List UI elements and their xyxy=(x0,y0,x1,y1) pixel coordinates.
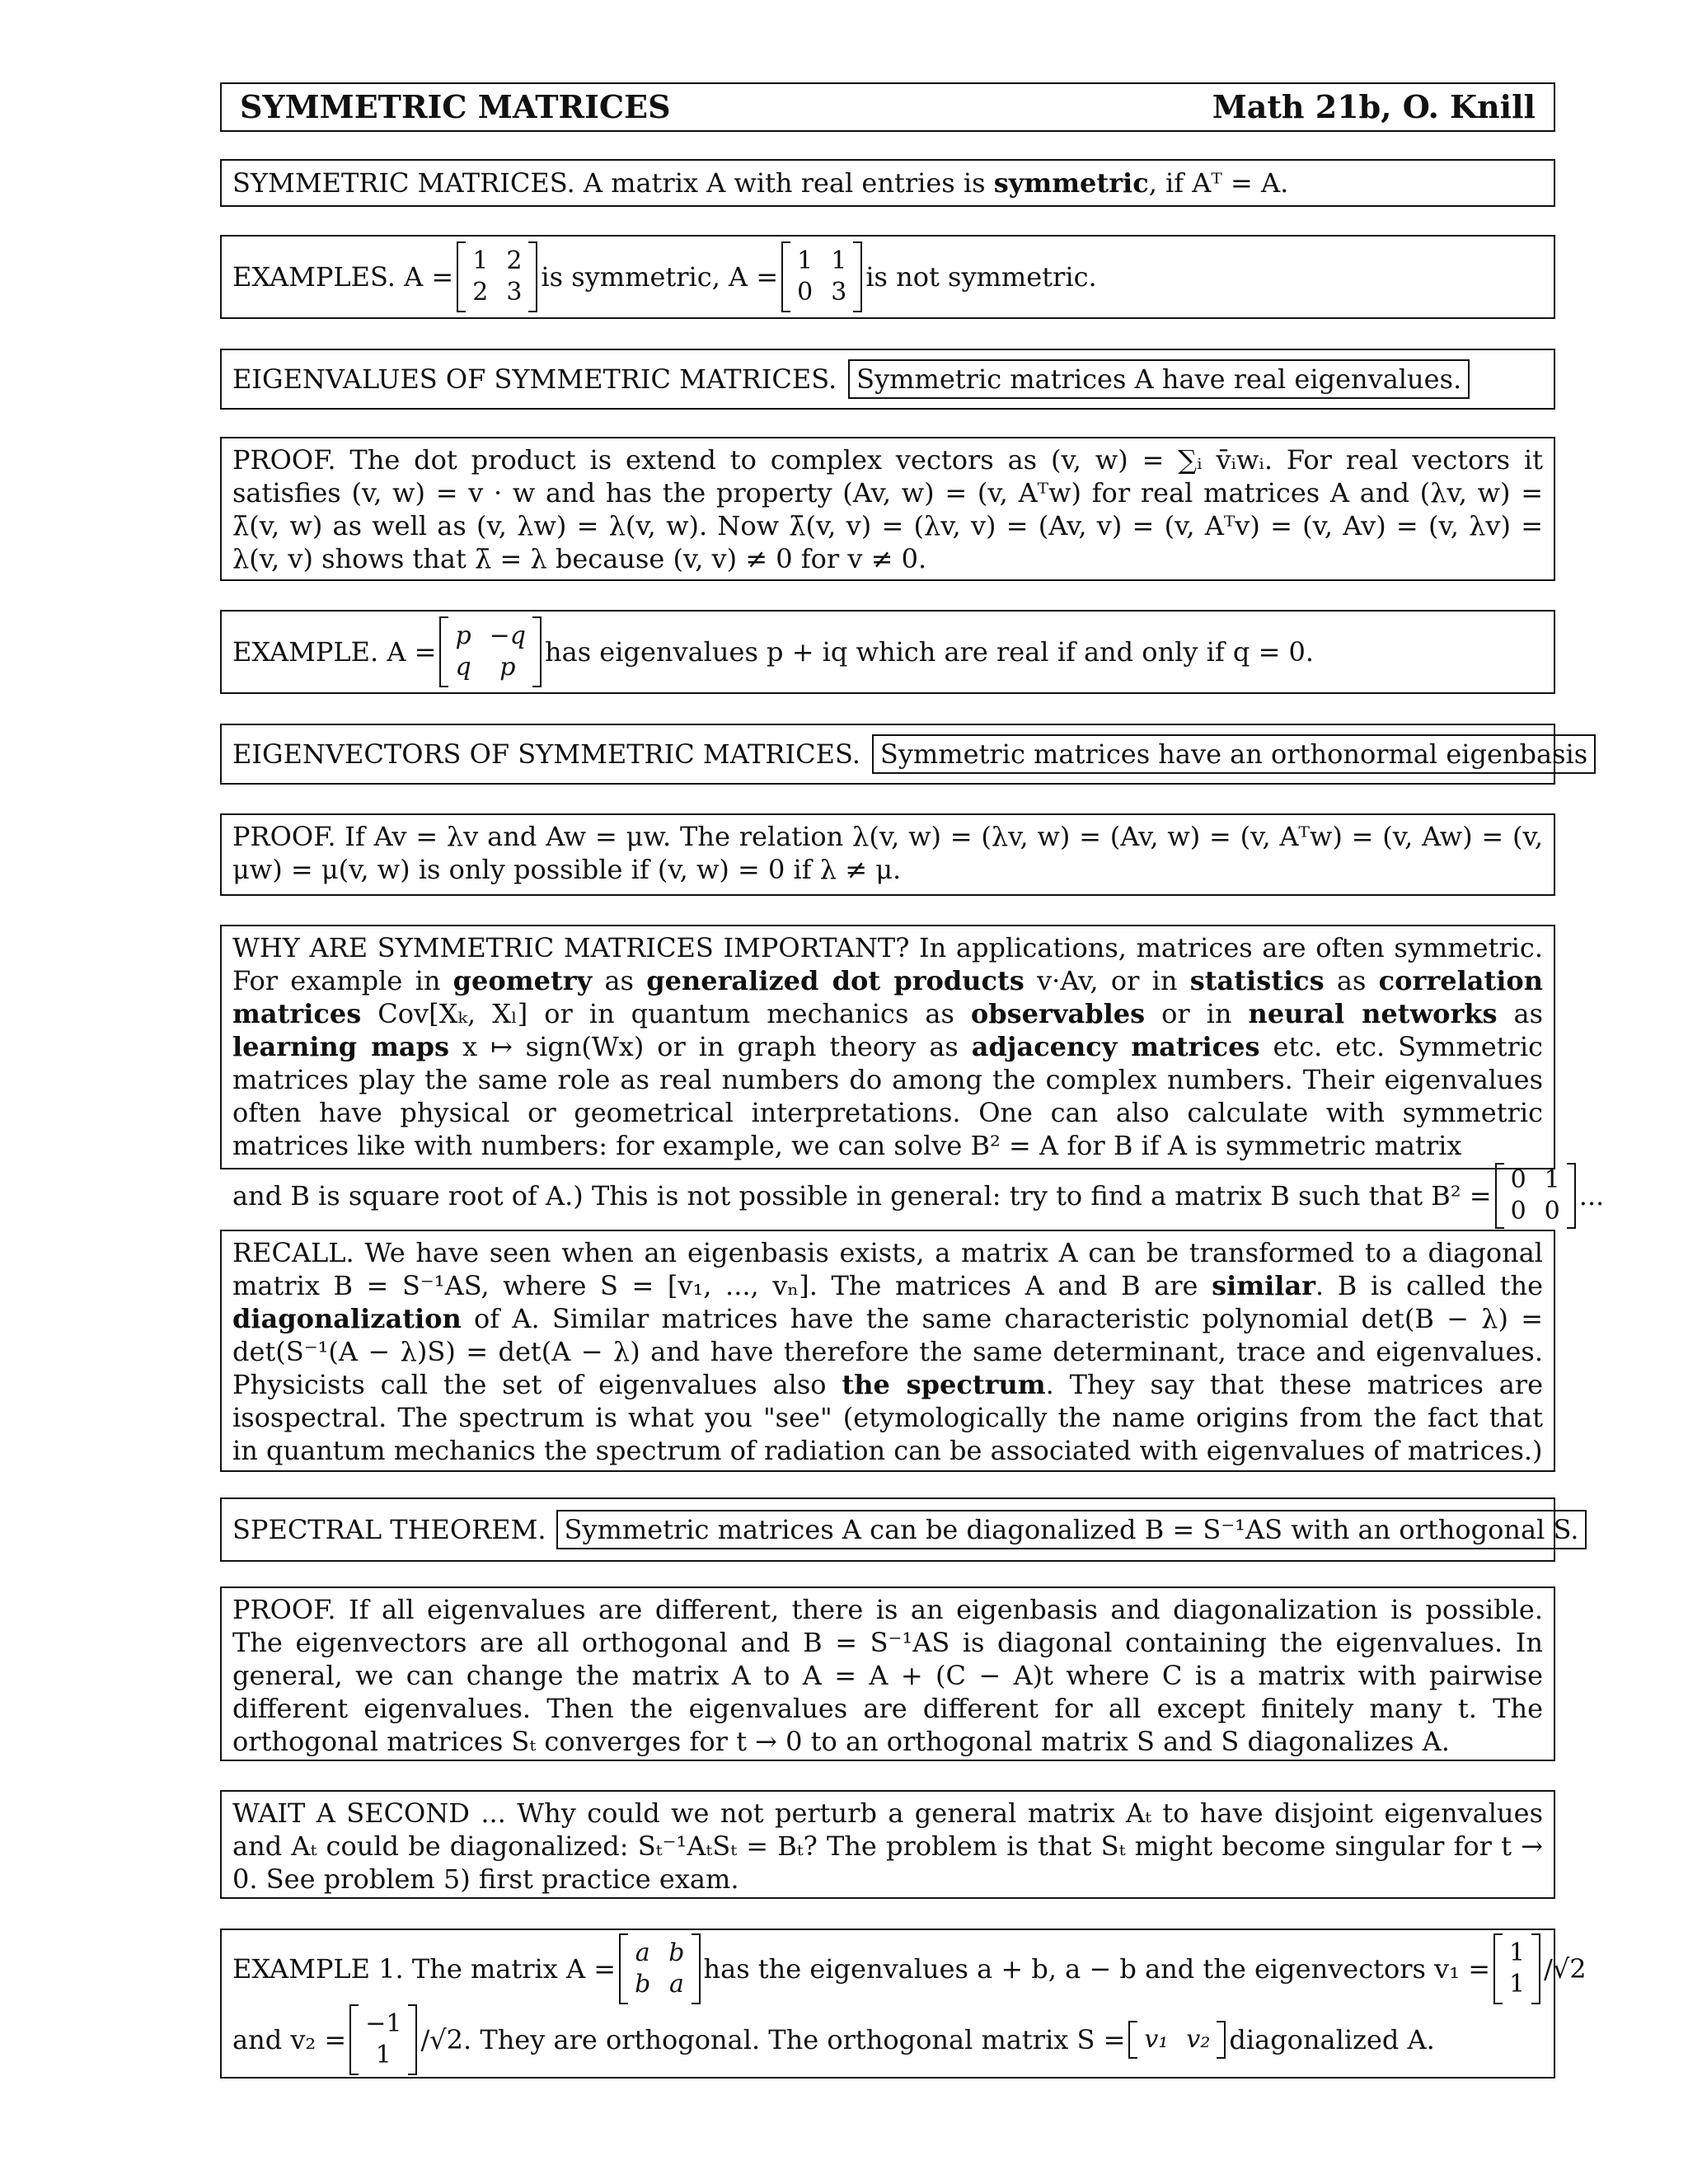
eigenvectors-label: EIGENVECTORS OF SYMMETRIC MATRICES. xyxy=(232,738,860,770)
vector-cell: 1 xyxy=(1509,1938,1526,1967)
recall-bold: the spectrum xyxy=(842,1369,1046,1400)
example2-tail: has eigenvalues p + iq which are real if and only if q = 0. xyxy=(545,636,1315,668)
example2-label: EXAMPLE. A = xyxy=(232,636,437,668)
example3-tail: /√2. They are orthogonal. The orthogonal matrix S = xyxy=(420,2024,1126,2055)
matrix-cell: 1 xyxy=(831,246,847,275)
proof1-text: PROOF. The dot product is extend to complex vectors as (v, w) = ∑ᵢ v̄ᵢwᵢ. For real vectors it satisfies (v, w) = v · w and has the property (Av, w) = (v, Aᵀw) for real matrices A and (λv, w) = λ̄(v, w) as well as (v, λw) = λ(v, w). Now λ̄(v, v) = (λv, v) = (Av, v) = (v, Aᵀv) = (v, Av) = (v, λv) = λ(v, v) shows that λ̄ = λ because (v, v) ≠ 0 for v ≠ 0. xyxy=(232,444,1543,574)
examples-label: EXAMPLES. A = xyxy=(232,261,454,293)
why-bold: geometry xyxy=(452,965,593,996)
examples-tail: is not symmetric. xyxy=(865,261,1097,293)
matrix-cell: p xyxy=(499,653,516,682)
definition-bold: symmetric xyxy=(993,167,1149,199)
eigenvalues-box xyxy=(220,349,1555,410)
definition-text: SYMMETRIC MATRICES. A matrix A with real entries is xyxy=(232,167,994,199)
matrix-nilpotent xyxy=(1495,1163,1576,1229)
matrix-cell: 1 xyxy=(1544,1165,1560,1194)
why-bold: statistics xyxy=(1189,965,1325,996)
matrix-cell: 0 xyxy=(1510,1165,1526,1194)
why-bold: generalized dot products xyxy=(646,965,1025,996)
matrix-cell: 0 xyxy=(1510,1197,1526,1226)
matrix-cell: 1 xyxy=(797,246,814,275)
why-part: etc. etc. Symmetric matrices play the same role as real numbers do among the complex numbers. Their eigenvalues often have physical or geometrical interpretations. One can also calculate with symmetric matrices like with numbers: for example, we can solve B² = A for B if A is symmetric matrix xyxy=(232,1031,1543,1161)
vector-cell: 1 xyxy=(375,2041,392,2069)
proof3-box xyxy=(220,1586,1555,1761)
why-part: as xyxy=(1497,998,1544,1029)
spectral-label: SPECTRAL THEOREM. xyxy=(232,1514,546,1545)
eigenvalues-label: EIGENVALUES OF SYMMETRIC MATRICES. xyxy=(232,363,837,395)
matrix-cell: a xyxy=(668,1970,684,1999)
example3-box xyxy=(220,1929,1587,2079)
example2-box xyxy=(220,610,1555,694)
wait-text: WAIT A SECOND ... Why could we not perturb a general matrix Aₜ to have disjoint eigenvalues and Aₜ could be diagonalized: Sₜ⁻¹AₜSₜ = Bₜ? The problem is that Sₜ might become singular for t → 0. See problem 5) first practice exam. xyxy=(232,1797,1543,1895)
matrix-cell: 3 xyxy=(831,278,847,307)
matrix-cell: 2 xyxy=(472,278,489,307)
example3-and: and v₂ = xyxy=(232,2024,347,2055)
wait-box xyxy=(220,1790,1555,1899)
why-dots: ... xyxy=(1578,1180,1605,1212)
matrix-cell: v₂ xyxy=(1186,2025,1211,2054)
vector-v1 xyxy=(1493,1933,1540,2004)
why-part: v·Av, or in xyxy=(1024,965,1190,996)
matrix-cell: −q xyxy=(489,621,527,650)
proof2-text: PROOF. If Av = λv and Aw = μw. The relation λ(v, w) = (λv, w) = (Av, w) = (v, Aᵀw) = (v, Aw) = (v, μw) = μ(v, w) is only possible if (v, w) = 0 if λ ≠ μ. xyxy=(232,821,1543,885)
example3-sqrt: /√2 xyxy=(1544,1953,1587,1985)
matrix-cell: 2 xyxy=(506,246,523,275)
proof2-box xyxy=(220,813,1555,896)
matrix-symmetric xyxy=(457,241,537,312)
eigenvectors-box xyxy=(220,724,1588,785)
definition-tail: , if Aᵀ = A. xyxy=(1148,167,1289,199)
matrix-cell: v₁ xyxy=(1144,2025,1169,2054)
definition-box xyxy=(220,159,1555,207)
example3-label: EXAMPLE 1. The matrix A = xyxy=(232,1953,617,1985)
why-last-line: and B is square root of A.) This is not possible in general: try to find a matrix B such that B² = xyxy=(232,1180,1492,1212)
why-box xyxy=(220,925,1605,1226)
why-part: or in xyxy=(1145,998,1249,1029)
proof1-box xyxy=(220,437,1555,581)
matrix-s xyxy=(1128,2021,1226,2059)
matrix-cell: 0 xyxy=(1544,1197,1560,1226)
why-bold: adjacency matrices xyxy=(971,1031,1260,1062)
vector-cell: 1 xyxy=(1509,1970,1526,1999)
recall-part: RECALL. We have seen when an eigenbasis exists, a matrix A can be transformed to a diagonal matrix B = S⁻¹AS, where S = [v₁, ..., vₙ]. The matrices A and B are xyxy=(232,1237,1543,1301)
matrix-cell: 1 xyxy=(472,246,489,275)
matrix-ab xyxy=(619,1933,700,2004)
eigenvectors-statement: Symmetric matrices have an orthonormal eigenbasis xyxy=(872,734,1596,774)
spectral-box xyxy=(220,1497,1579,1562)
course-label: Math 21b, O. Knill xyxy=(1212,88,1536,125)
why-part: x ↦ sign(Wx) or in graph theory as xyxy=(449,1031,972,1062)
why-bold: correlation matrices xyxy=(232,965,1543,1029)
why-part: WHY ARE SYMMETRIC MATRICES IMPORTANT? In applications, matrices are often symmetric. For example in xyxy=(232,932,1543,996)
example3-end: diagonalized A. xyxy=(1229,2024,1435,2055)
why-part: as xyxy=(1324,965,1379,996)
matrix-cell: a xyxy=(635,1938,650,1967)
examples-box xyxy=(220,235,1555,319)
matrix-cell: 0 xyxy=(797,278,814,307)
matrix-cell: p xyxy=(455,621,471,650)
recall-bold: similar xyxy=(1212,1270,1316,1301)
why-bold: observables xyxy=(970,998,1146,1029)
spectral-statement: Symmetric matrices A can be diagonalized B = S⁻¹AS with an orthogonal S. xyxy=(556,1510,1587,1549)
example3-mid: has the eigenvalues a + b, a − b and the eigenvectors v₁ = xyxy=(703,1953,1491,1985)
recall-bold: diagonalization xyxy=(232,1303,462,1334)
vector-cell: −1 xyxy=(365,2009,402,2038)
why-part: as xyxy=(592,965,647,996)
examples-mid: is symmetric, A = xyxy=(541,261,779,293)
eigenvalues-statement: Symmetric matrices A have real eigenvalues. xyxy=(848,359,1470,399)
recall-part: of A. Similar matrices have the same characteristic polynomial det(B − λ) = det(S⁻¹(A − λ)S) = det(A − λ) and have therefore the same determinant, trace and eigenvalues. Physicists call the set of eigenvalues also xyxy=(232,1303,1543,1400)
matrix-cell: q xyxy=(455,653,471,682)
recall-part: . B is called the xyxy=(1315,1270,1544,1301)
vector-v2 xyxy=(349,2004,417,2075)
why-bold: neural networks xyxy=(1248,998,1498,1029)
matrix-nonsymmetric xyxy=(781,241,862,312)
why-text xyxy=(232,931,1543,1162)
recall-text xyxy=(232,1236,1543,1467)
why-bold: learning maps xyxy=(232,1031,450,1062)
recall-box xyxy=(220,1230,1555,1472)
matrix-cell: 3 xyxy=(506,278,523,307)
matrix-cell: b xyxy=(668,1938,685,1967)
header-box xyxy=(220,82,1555,132)
proof3-text: PROOF. If all eigenvalues are different, there is an eigenbasis and diagonalization is possible. The eigenvectors are all orthogonal and B = S⁻¹AS is diagonal containing the eigenvalues. In general, we can change the matrix A to A = A + (C − A)t where C is a matrix with pairwise different eigenvalues. Then the eigenvalues are different for all except finitely many t. The orthogonal matrices Sₜ converges for t → 0 to an orthogonal matrix S and S diagonalizes A. xyxy=(232,1594,1543,1757)
matrix-rotation xyxy=(439,616,542,687)
recall-part: . They say that these matrices are isospectral. The spectrum is what you "see" (etymologically the name origins from the fact that in quantum mechanics the spectrum of radiation can be associated with eigenvalues of matrices.) xyxy=(232,1369,1544,1466)
page-title: SYMMETRIC MATRICES xyxy=(240,88,671,125)
matrix-cell: b xyxy=(635,1970,651,1999)
why-part: Cov[Xₖ, Xₗ] or in quantum mechanics as xyxy=(361,998,971,1029)
